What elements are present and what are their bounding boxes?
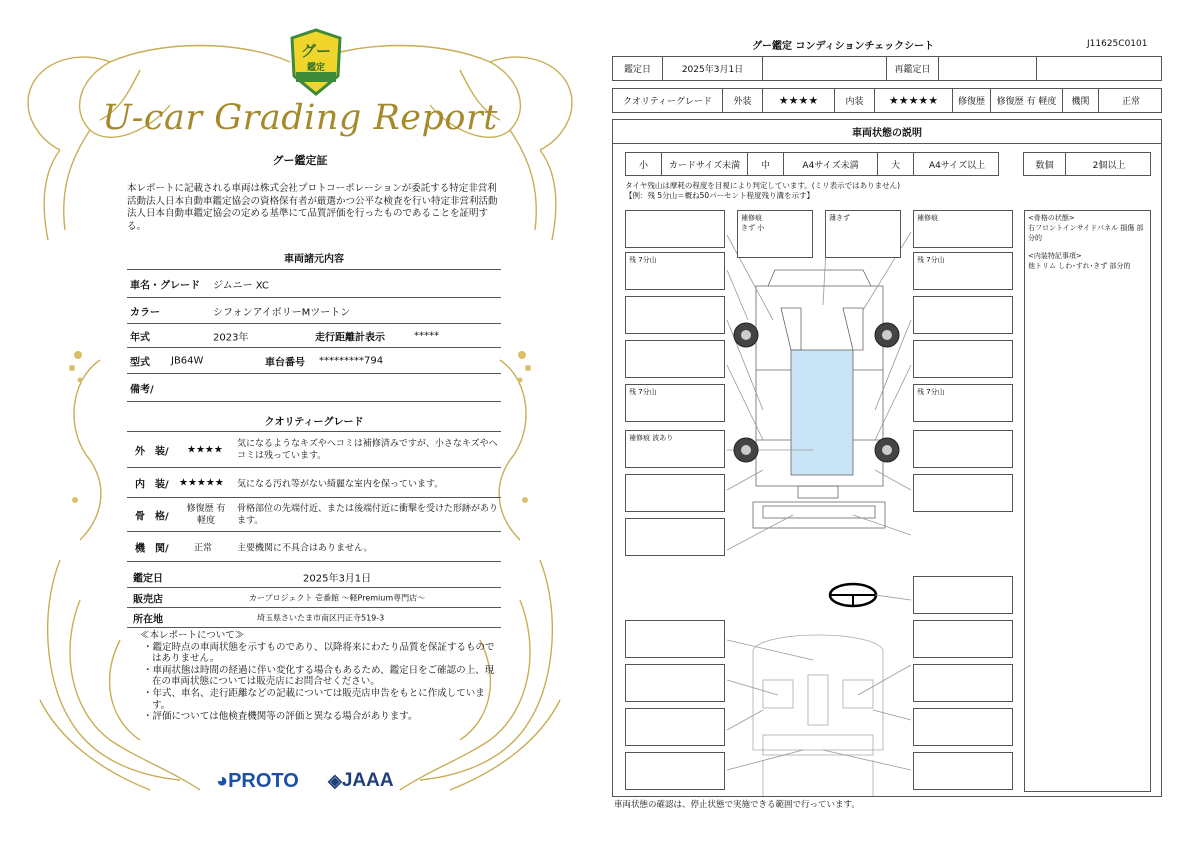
sheet-footer: 車両状態の確認は、停止状態で実施できる範囲で行っています。 <box>614 800 860 810</box>
notes-title: ≪本レポートについて≫ <box>140 630 245 641</box>
appraisal-date: 2025年3月1日 <box>303 573 372 584</box>
spec-value: JB64W <box>171 355 204 366</box>
tire-rr-label: 残 7分山 <box>917 388 945 396</box>
empty-label-box <box>913 620 1013 658</box>
proto-logo: ◕PROTO <box>216 770 299 792</box>
repair-mark-label: 補修痕 <box>917 214 938 222</box>
size-medium-desc: A4サイズ未満 <box>784 153 878 175</box>
quality-label: 外 装/ <box>135 446 169 457</box>
quality-grade: ★★★★★ <box>179 477 224 488</box>
tire-fl-label: 残 7分山 <box>629 256 657 264</box>
repair-small-label: 補修痕 きず 小 <box>741 214 765 232</box>
interior-label: 内装 <box>835 89 875 112</box>
quality-heading: クオリティーグレード <box>264 417 364 428</box>
empty-label-box <box>913 664 1013 702</box>
grade-label: クオリティーグレード <box>613 89 723 112</box>
count-desc: 2個以上 <box>1092 160 1126 171</box>
quality-grade: ★★★★ <box>187 444 223 455</box>
quality-label: 内 装/ <box>135 479 169 490</box>
repair-small-box <box>737 210 813 258</box>
spec-row-year <box>127 324 501 348</box>
condition-check-sheet <box>612 34 1164 814</box>
spec-label: 年式 <box>130 332 150 343</box>
spec-label: 車台番号 <box>265 357 305 368</box>
date-row <box>612 56 1162 81</box>
empty-label-box <box>625 708 725 746</box>
address-label: 所在地 <box>133 614 163 625</box>
exterior-grade: ★★★★ <box>763 89 835 112</box>
spec-value: *********794 <box>319 355 384 366</box>
engine-label: 機関 <box>1063 89 1099 112</box>
quality-desc: 気になるようなキズやヘコミは補修済みですが、小さなキズやヘコミは残っています。 <box>237 438 498 461</box>
note-item: ・評価については他検査機関等の評価と異なる場合があります。 <box>143 711 418 723</box>
empty-label-box <box>625 518 725 556</box>
repair-value: 修復歴 有 軽度 <box>991 89 1063 112</box>
date-label: 鑑定日 <box>613 57 663 80</box>
note-item: ・鑑定時点の車両状態を示すものであり、以降将来にわたり品質を保証するものではありません。 <box>143 641 495 665</box>
empty-label-box <box>625 474 725 512</box>
tire-fr-box <box>913 252 1013 290</box>
quality-label: 骨 格/ <box>135 511 169 522</box>
quality-row-exterior <box>127 432 501 468</box>
shop-row <box>127 588 501 608</box>
grade-row <box>612 88 1162 113</box>
note-item: ・年式、車名、走行距離などの記載については販売店申告をもとに作成しています。 <box>143 687 485 711</box>
size-medium: 中 <box>748 153 784 175</box>
status-heading: 車両状態の説明 <box>613 120 1161 144</box>
spec-label: 走行距離計表示 <box>315 332 385 343</box>
address-row <box>127 608 501 628</box>
tire-rr-box <box>913 384 1013 422</box>
badge-text-top: グー <box>300 42 331 60</box>
tire-fl-box <box>625 252 725 290</box>
jaaa-mark-icon: ◈ <box>328 770 342 791</box>
tire-example: 【例：残 5分山＝概ね50パーセント程度残り溝を示す】 <box>625 191 815 200</box>
tire-rl-box <box>625 384 725 422</box>
quality-desc: 気になる汚れ等がない綺麗な室内を保っています。 <box>237 479 444 489</box>
empty-label-box <box>625 296 725 334</box>
size-large: 大 <box>878 153 914 175</box>
proto-logo-text: PROTO <box>228 770 299 792</box>
blank-cell <box>1037 57 1163 80</box>
tire-rl-label: 残 7分山 <box>629 388 657 396</box>
empty-label-box <box>625 620 725 658</box>
repair-mark-box <box>913 210 1013 248</box>
empty-label-box <box>913 430 1013 468</box>
quality-label: 機 関/ <box>135 543 169 554</box>
quality-row-interior <box>127 468 501 498</box>
quality-grade: 正常 <box>194 543 213 553</box>
empty-label-box <box>913 296 1013 334</box>
empty-label-box <box>913 474 1013 512</box>
tire-note: タイヤ残山は摩耗の程度を目視により判定しています。(ミリ表示ではありません) <box>625 181 901 190</box>
spec-label: 車名・グレード <box>130 280 200 291</box>
size-small: 小 <box>626 153 662 175</box>
empty-label-box <box>625 210 725 248</box>
empty-label-box <box>913 576 1013 614</box>
frame-notes-title: <骨格の状態> <box>1028 214 1075 222</box>
sheet-title: グー鑑定 コンディションチェックシート <box>752 41 935 52</box>
shop-label: 販売店 <box>133 594 163 605</box>
document-id: J11625C0101 <box>1087 39 1148 49</box>
note-item: ・車両状態は時間の経過に伴い変化する場合もあるため、鑑定日をご確認の上、現在の車両状態については販売店にお問合せください。 <box>143 664 495 688</box>
spec-label: カラー <box>130 307 160 318</box>
interior-grade: ★★★★★ <box>875 89 953 112</box>
count-label: 数個 <box>1024 153 1066 175</box>
specs-heading: 車両諸元内容 <box>284 254 344 265</box>
report-title: U-car Grading Report <box>102 98 498 138</box>
tire-fr-label: 残 7分山 <box>917 256 945 264</box>
reappraisal-value <box>939 57 1037 80</box>
reappraisal-label: 再鑑定日 <box>887 57 939 80</box>
interior-notes: 他トリム しわ･すれ･きず 部分的 <box>1028 262 1131 270</box>
frame-notes: 右フロントインサイドパネル 損傷 部分的 <box>1028 224 1144 242</box>
light-scratch-label: 薄きず <box>829 214 850 222</box>
certificate-subtitle: グー鑑定証 <box>272 154 328 167</box>
repair-dent-label: 補修痕 波あり <box>629 434 674 442</box>
appraisal-date-row <box>127 566 501 588</box>
quality-row-frame <box>127 498 501 532</box>
spec-row-color <box>127 298 501 324</box>
jaaa-logo-text: JAAA <box>341 770 394 791</box>
engine-value: 正常 <box>1121 97 1140 107</box>
spec-row-model <box>127 348 501 374</box>
quality-desc: 骨格部位の先端付近、または後端付近に衝撃を受けた形跡があります。 <box>237 503 499 526</box>
empty-label-box <box>625 340 725 378</box>
spec-value: シフォンアイボリーMツートン <box>213 307 351 318</box>
vehicle-status-panel <box>612 119 1162 797</box>
interior-notes-title: <内装特記事項> <box>1028 252 1082 260</box>
spec-label: 備考/ <box>130 384 154 395</box>
report-notes <box>140 630 500 723</box>
size-large-desc: A4サイズ以上 <box>928 160 986 171</box>
exterior-label: 外装 <box>723 89 763 112</box>
spec-label: 型式 <box>130 357 150 368</box>
repair-dent-box <box>625 430 725 468</box>
quality-grade: 修復歴 有 軽度 <box>186 503 226 526</box>
quality-row-engine <box>127 532 501 562</box>
spec-value: ジムニー XC <box>213 280 269 291</box>
goo-appraisal-badge <box>288 28 344 96</box>
spec-value: 2023年 <box>213 332 249 343</box>
address: 埼玉県さいたま市南区円正寺519-3 <box>257 613 385 622</box>
light-scratch-box <box>825 210 901 258</box>
empty-label-box <box>625 664 725 702</box>
empty-label-box <box>913 340 1013 378</box>
repair-label: 修復歴 <box>953 89 991 112</box>
size-small-desc: カードサイズ未満 <box>662 153 748 175</box>
appraisal-date-label: 鑑定日 <box>133 573 163 584</box>
spec-row-name <box>127 270 501 298</box>
quality-desc: 主要機関に不具合はありません。 <box>237 543 373 553</box>
spec-row-remarks <box>127 374 501 402</box>
badge-text-bottom: 鑑定 <box>306 63 325 73</box>
empty-label-box <box>913 752 1013 790</box>
shop-name: カープロジェクト 壱番館 ～軽Premium専門店～ <box>249 593 426 602</box>
blank-cell <box>763 57 887 80</box>
spec-value: ***** <box>414 330 439 341</box>
certification-statement: 本レポートに記載される車両は株式会社プロトコーポレーションが委託する特定非営利活動法人日本自動車鑑定協会の資格保有者が厳選かつ公平な検査を行い特定非営利活動法人日本自動車鑑定協会の定める基準にて品質評価を行ったものであることを証明する。 <box>127 183 498 232</box>
empty-label-box <box>913 708 1013 746</box>
jaaa-logo <box>328 770 394 792</box>
appraisal-date: 2025年3月1日 <box>663 57 763 80</box>
special-notes-box <box>1024 210 1151 792</box>
empty-label-box <box>625 752 725 790</box>
